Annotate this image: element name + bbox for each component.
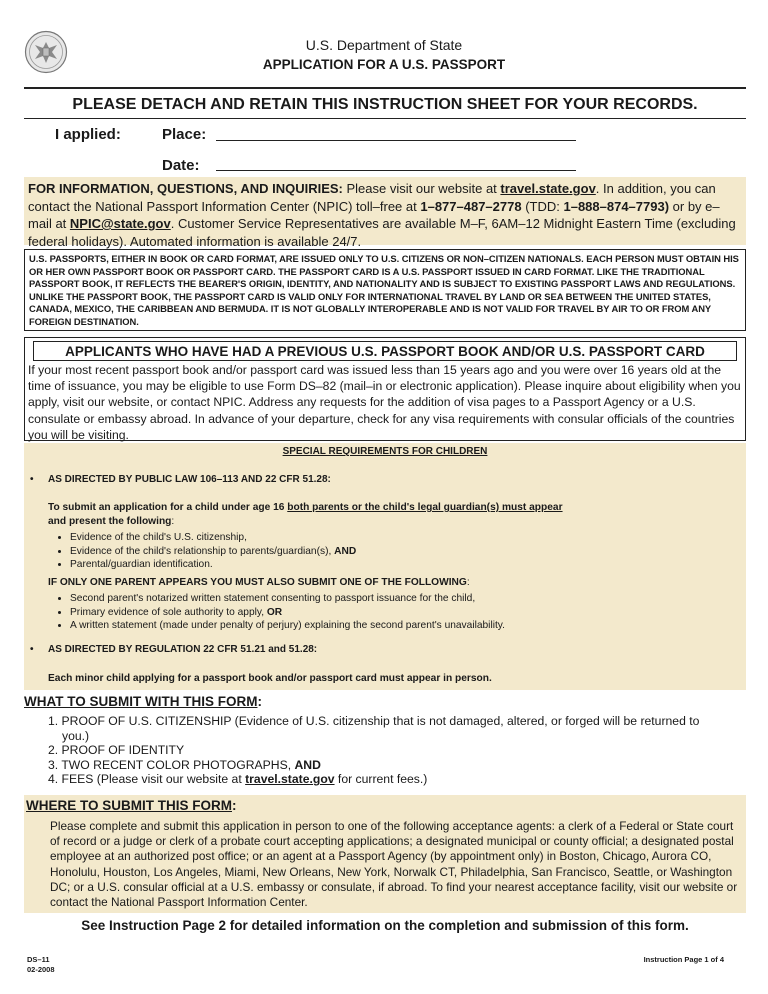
tdd-phone: 1–888–874–7793)	[563, 198, 670, 214]
info-text: (TDD:	[521, 198, 564, 214]
list-item: • Second parent's notarized written statement consenting to passport issuance for the child,	[70, 592, 738, 606]
email-link[interactable]: NPIC@state.gov	[69, 216, 171, 231]
where-to-submit-body: Please complete and submit this application in person to one of the following acceptance agents: a clerk of a Federal or State court of record or a judge or clerk of a probate court accepting applications; a designated municipal or county official; a designated postal employee at an authorized post office; or an agent at a Passport Agency (by appointment only) in Boston, Chicago, Aurora CO, Honolulu, Houston, Los Angeles, Miami, New Orleans, New York, Norwalk CT, Philadelphia, San Francisco, Seattle, or Washington DC; or a U.S. consular official at a U.S. embassy or consulate, if abroad. To find your nearest acceptance facility, visit our website or contact the National Passport Information Center.	[50, 819, 738, 910]
divider	[24, 87, 746, 89]
where-to-submit-heading: WHERE TO SUBMIT THIS FORM:	[26, 798, 237, 813]
minor-note: Each minor child applying for a passport book and/or passport card must appear in person.	[48, 673, 492, 684]
passport-notice: U.S. PASSPORTS, EITHER IN BOOK OR CARD FORMAT, ARE ISSUED ONLY TO U.S. CITIZENS OR NON–CITIZEN NATIONALS. EACH PERSON MUST OBTAIN HIS OR HER OWN PASSPORT BOOK OR PASSPORT CARD. THE PASSPORT CARD IS A U.S. PASSPORT ISSUED IN CARD FORMAT. LIKE THE TRADITIONAL PASSPORT BOOK, IT REFLECTS THE BEARER'S ORIGIN, IDENTITY, AND NATIONALITY AND IS SUBJECT TO EXISTING PASSPORT LAWS AND REGULATIONS. UNLIKE THE PASSPORT BOOK, THE PASSPORT CARD IS VALID ONLY FOR INTERNATIONAL TRAVEL BY LAND OR SEA BETWEEN THE UNITED STATES, CANADA, MEXICO, THE CARIBBEAN AND BERMUDA. IT IS NOT GLOBALLY INTEROPERABLE AND IS NOT VALID FOR TRAVEL BY AIR TO OR FROM ANY FOREIGN DESTINATION.	[24, 249, 746, 331]
see-instruction-note: See Instruction Page 2 for detailed information on the completion and submission of this form.	[81, 918, 689, 933]
information-section	[24, 177, 746, 249]
page-number: Instruction Page 1 of 4	[643, 955, 724, 964]
bullet-icon: •	[30, 644, 34, 655]
one-parent-heading: IF ONLY ONE PARENT APPEARS YOU MUST ALSO SUBMIT ONE OF THE FOLLOWING:	[48, 577, 470, 588]
date-field[interactable]	[216, 170, 576, 171]
public-law-heading: AS DIRECTED BY PUBLIC LAW 106–113 AND 22 CFR 51.28:	[48, 474, 331, 485]
info-heading: FOR INFORMATION, QUESTIONS, AND INQUIRIES:	[28, 181, 343, 196]
previous-passport-body: If your most recent passport book and/or passport card was issued less than 15 years ago and you were over 16 years old at the time of issuance, you may be eligible to use Form DS–82 (mail–in or electronic application). Please inquire about eligibility when you apply, visit our website, or contact NPIC. Address any requests for the addition of visa pages to a Passport Agency or a U.S. consulate or embassy abroad. In advance of your departure, check for any visa requirements with consular officials of the countries you will be visiting.	[28, 363, 741, 442]
what-to-submit-list	[48, 714, 748, 787]
bullet-icon: •	[30, 474, 34, 485]
department-name: U.S. Department of State	[305, 37, 463, 53]
info-text: . Customer Service Representatives are available M–F, 6AM–12 Midnight Eastern Time (excluding federal holidays). Automated information is available 24/7.	[28, 216, 736, 249]
list-item: • A written statement (made under penalty of perjury) explaining the second parent's unavailability.	[70, 619, 738, 633]
form-date: 02-2008	[27, 964, 55, 974]
child-evidence-list	[48, 531, 738, 572]
form-title: APPLICATION FOR A U.S. PASSPORT	[262, 57, 506, 72]
website-link[interactable]: travel.state.gov	[500, 181, 596, 196]
list-item: 4. FEES (Please visit our website at travel.state.gov for current fees.)	[48, 772, 428, 787]
list-item: • Parental/guardian identification.	[70, 558, 738, 572]
regulation-heading: AS DIRECTED BY REGULATION 22 CFR 51.21 and 51.28:	[48, 644, 318, 655]
place-label: Place:	[162, 126, 207, 143]
children-title: SPECIAL REQUIREMENTS FOR CHILDREN	[282, 446, 488, 457]
parents-must-appear: both parents or the child's legal guardian(s) must appear	[287, 502, 563, 513]
place-field[interactable]	[216, 140, 576, 141]
one-parent-list	[48, 592, 738, 633]
what-to-submit-heading: WHAT TO SUBMIT WITH THIS FORM:	[24, 694, 262, 709]
info-text: or by e–mail at	[28, 198, 720, 231]
previous-passport-section	[24, 337, 746, 441]
website-link[interactable]: travel.state.gov	[245, 772, 335, 787]
previous-passport-title: APPLICANTS WHO HAVE HAD A PREVIOUS U.S. PASSPORT BOOK AND/OR U.S. PASSPORT CARD	[33, 341, 737, 361]
applied-label: I applied:	[55, 126, 121, 143]
divider	[24, 118, 746, 119]
child-intro: To submit an application for a child under age 16 both parents or the child's legal guardian(s) must appear and present the following:	[48, 502, 563, 527]
list-item: • Primary evidence of sole authority to apply, OR	[70, 606, 738, 620]
date-label: Date:	[162, 157, 200, 174]
list-item: 1. PROOF OF U.S. CITIZENSHIP (Evidence of U.S. citizenship that is not damaged, altered, or forged will be returned to	[48, 714, 700, 728]
npic-phone: 1–877–487–2778	[420, 198, 522, 214]
where-to-submit-section	[24, 795, 746, 913]
detach-notice: PLEASE DETACH AND RETAIN THIS INSTRUCTION SHEET FOR YOUR RECORDS.	[72, 96, 698, 113]
info-text: Please visit our website at	[342, 181, 501, 196]
list-item: you.)	[62, 728, 90, 743]
info-text: . In addition, you can contact the National Passport Information Center (NPIC) toll–free at	[28, 181, 716, 214]
list-item: • Evidence of the child's relationship to parents/guardian(s), AND	[70, 545, 738, 559]
list-item: • Evidence of the child's U.S. citizenship,	[70, 531, 738, 545]
children-requirements-section	[24, 443, 746, 690]
form-id: DS–11 02-2008	[27, 955, 55, 974]
list-item: 3. TWO RECENT COLOR PHOTOGRAPHS, AND	[48, 757, 321, 772]
list-item: 2. PROOF OF IDENTITY	[48, 743, 185, 758]
